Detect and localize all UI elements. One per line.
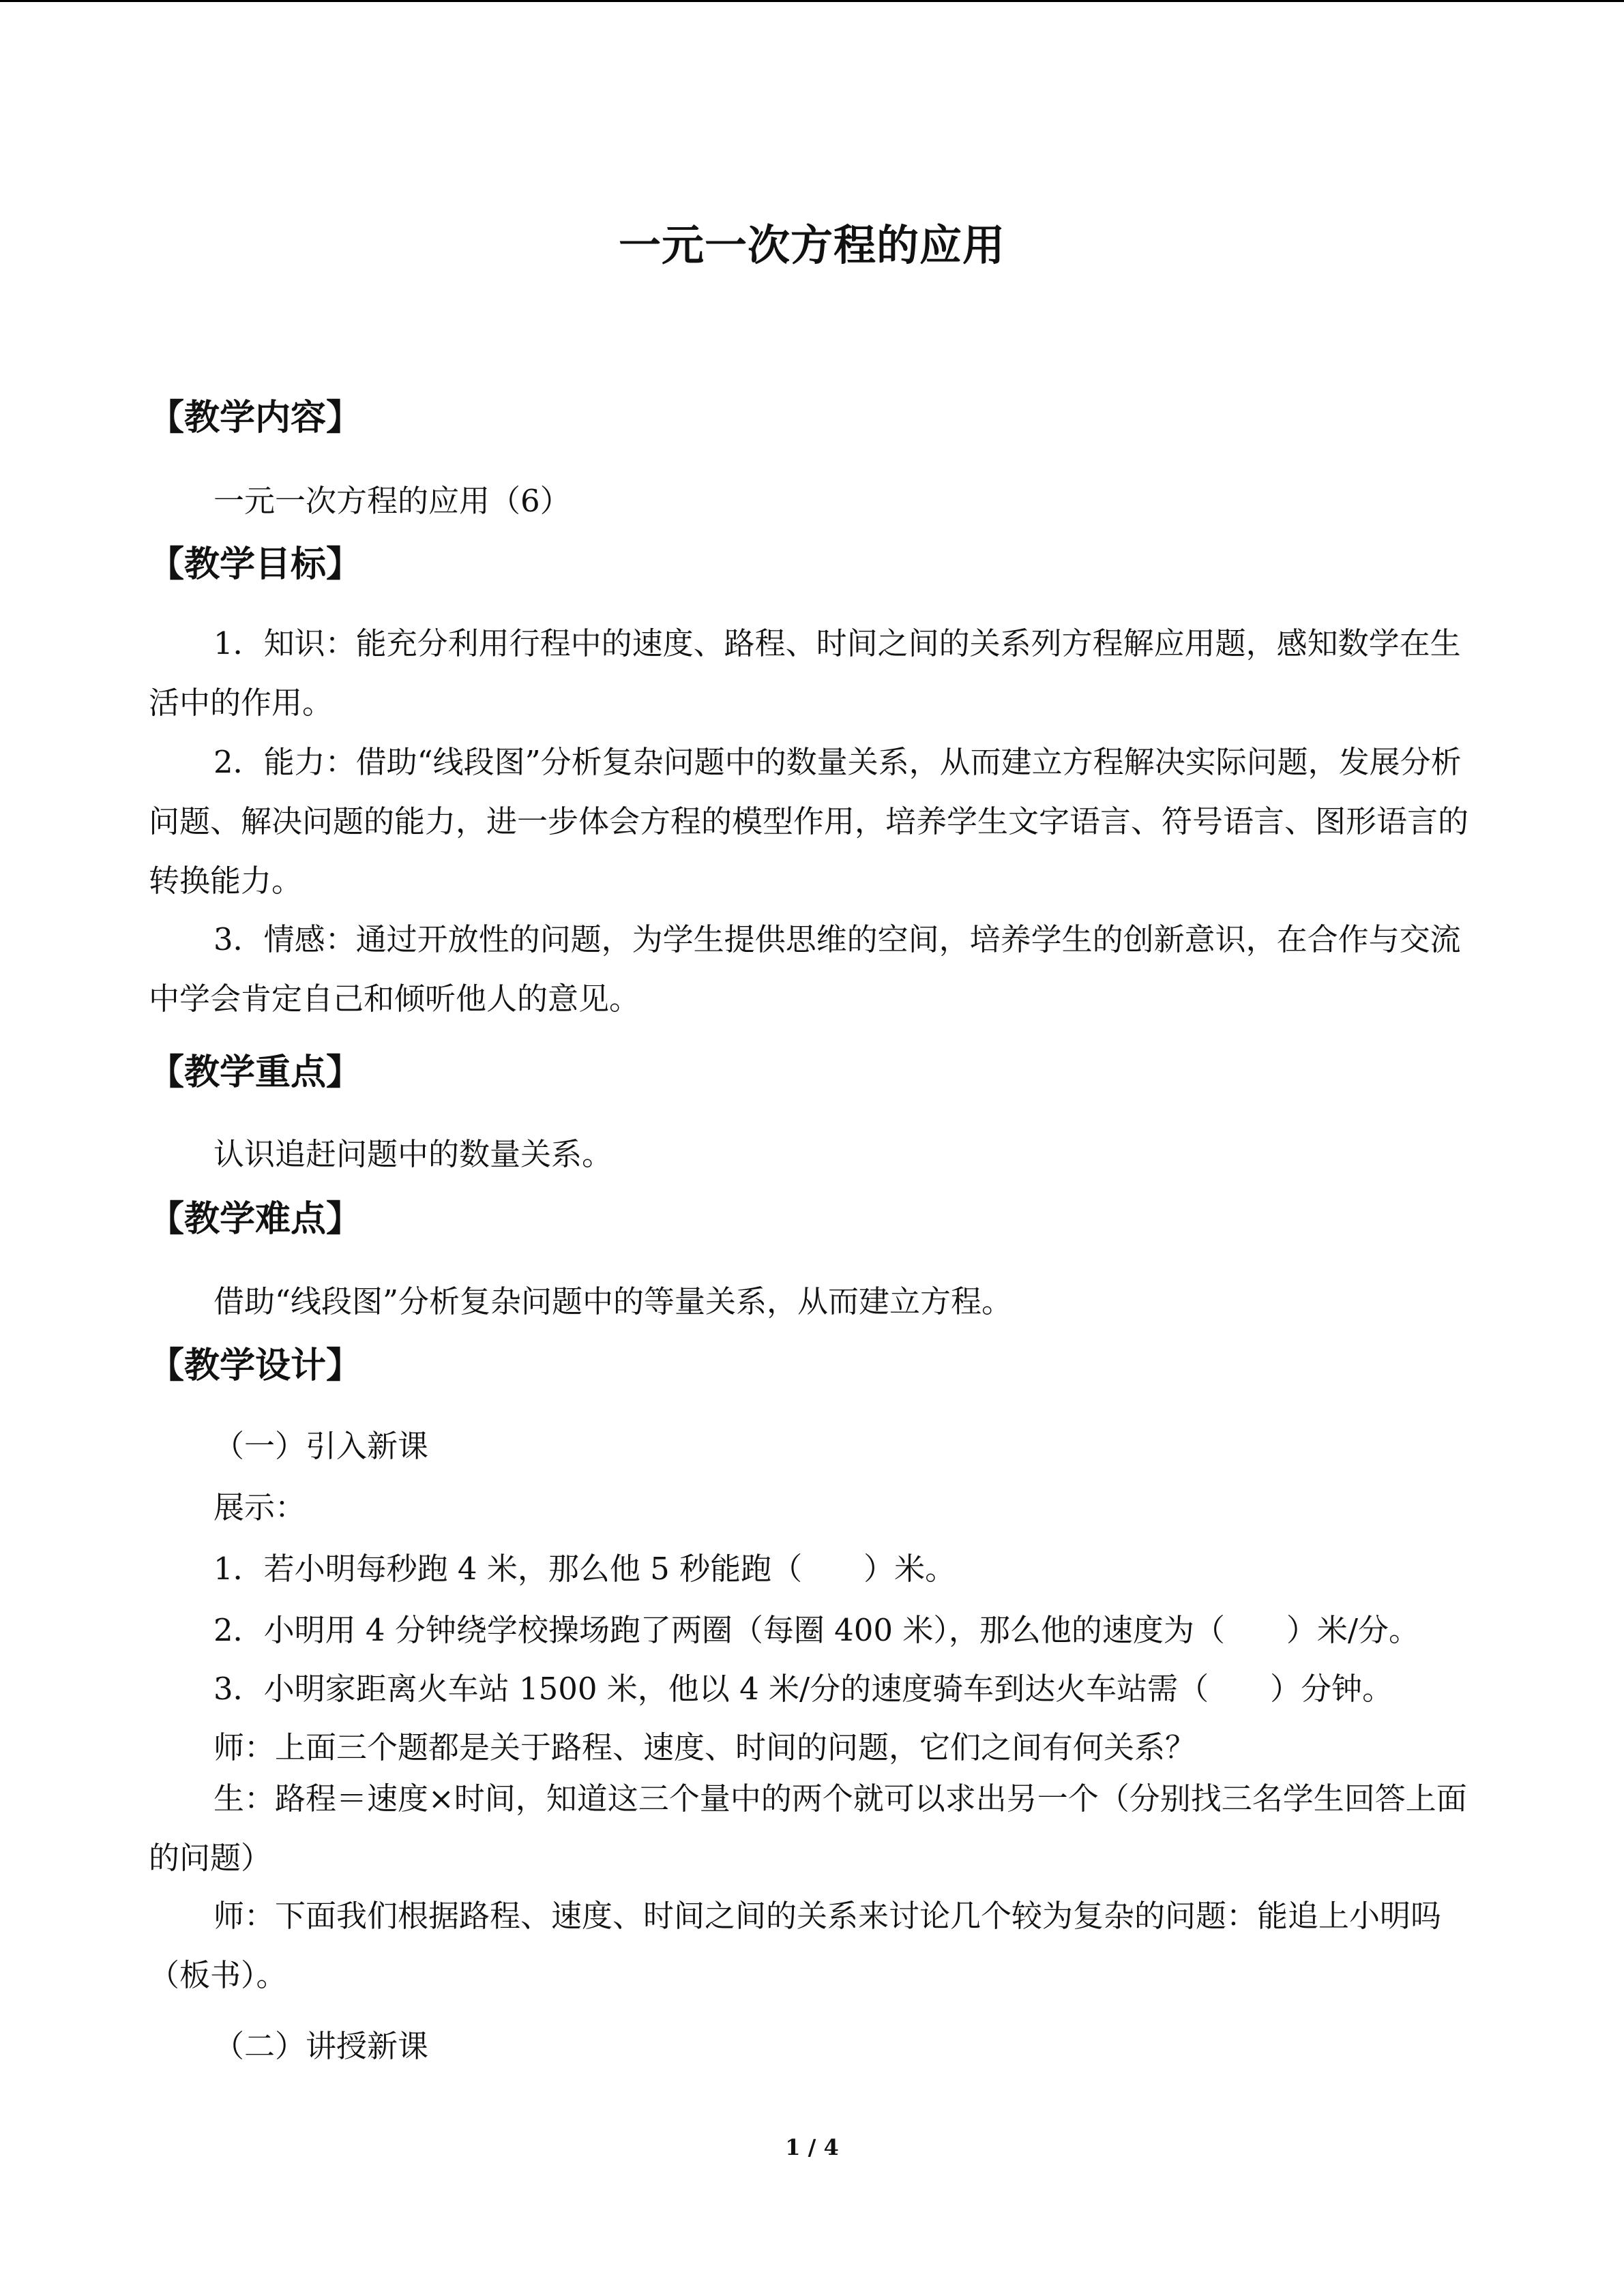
part1-label: （一）引入新课 — [213, 1428, 429, 1464]
goal-ability: 2．能力：借助“线段图”分析复杂问题中的数量关系，从而建立方程解决实际问题，发展分析问题、解决问题的能力，进一步体会方程的模型作用，培养学生文字语言、符号语言、图形语言的转换能力。 — [149, 744, 1469, 899]
heading-key-point: 【教学重点】 — [149, 1052, 362, 1093]
goal-knowledge: 1．知识：能充分利用行程中的速度、路程、时间之间的关系列方程解应用题，感知数学在生活中的作用。 — [149, 625, 1461, 721]
teaching-content-text: 一元一次方程的应用（6） — [213, 483, 571, 519]
page-title: 一元一次方程的应用 — [618, 220, 1005, 270]
question-2: 2．小明用 4 分钟绕学校操场跑了两圈（每圈 400 米），那么他的速度为（ ）米/分。 — [213, 1612, 1420, 1648]
teacher-transition: 师：下面我们根据路程、速度、时间之间的关系来讨论几个较为复杂的问题：能追上小明吗（板书）。 — [149, 1898, 1442, 1993]
key-point-text: 认识追赶问题中的数量关系。 — [213, 1136, 613, 1172]
heading-teaching-content: 【教学内容】 — [149, 397, 362, 438]
question-3: 3．小明家距离火车站 1500 米，他以 4 米/分的速度骑车到达火车站需（ ）分钟。 — [213, 1671, 1393, 1707]
show-label: 展示： — [213, 1489, 306, 1525]
heading-difficult-point: 【教学难点】 — [149, 1198, 362, 1240]
question-1: 1．若小明每秒跑 4 米，那么他 5 秒能跑（ ）米。 — [213, 1551, 956, 1587]
difficult-point-text: 借助“线段图”分析复杂问题中的等量关系，从而建立方程。 — [213, 1283, 1013, 1320]
page-number: 1 / 4 — [785, 2134, 839, 2160]
goal-emotion: 3．情感：通过开放性的问题，为学生提供思维的空间，培养学生的创新意识，在合作与交流中学会肯定自己和倾听他人的意见。 — [149, 921, 1461, 1017]
teacher-question: 师：上面三个题都是关于路程、速度、时间的问题，它们之间有何关系？ — [213, 1729, 1196, 1765]
top-border-line — [0, 0, 1624, 2]
heading-teaching-design: 【教学设计】 — [149, 1345, 362, 1386]
student-answer: 生：路程＝速度×时间，知道这三个量中的两个就可以求出另一个（分别找三名学生回答上面的问题） — [149, 1780, 1467, 1876]
part2-label: （二）讲授新课 — [213, 2028, 429, 2064]
heading-teaching-goals: 【教学目标】 — [149, 543, 362, 585]
